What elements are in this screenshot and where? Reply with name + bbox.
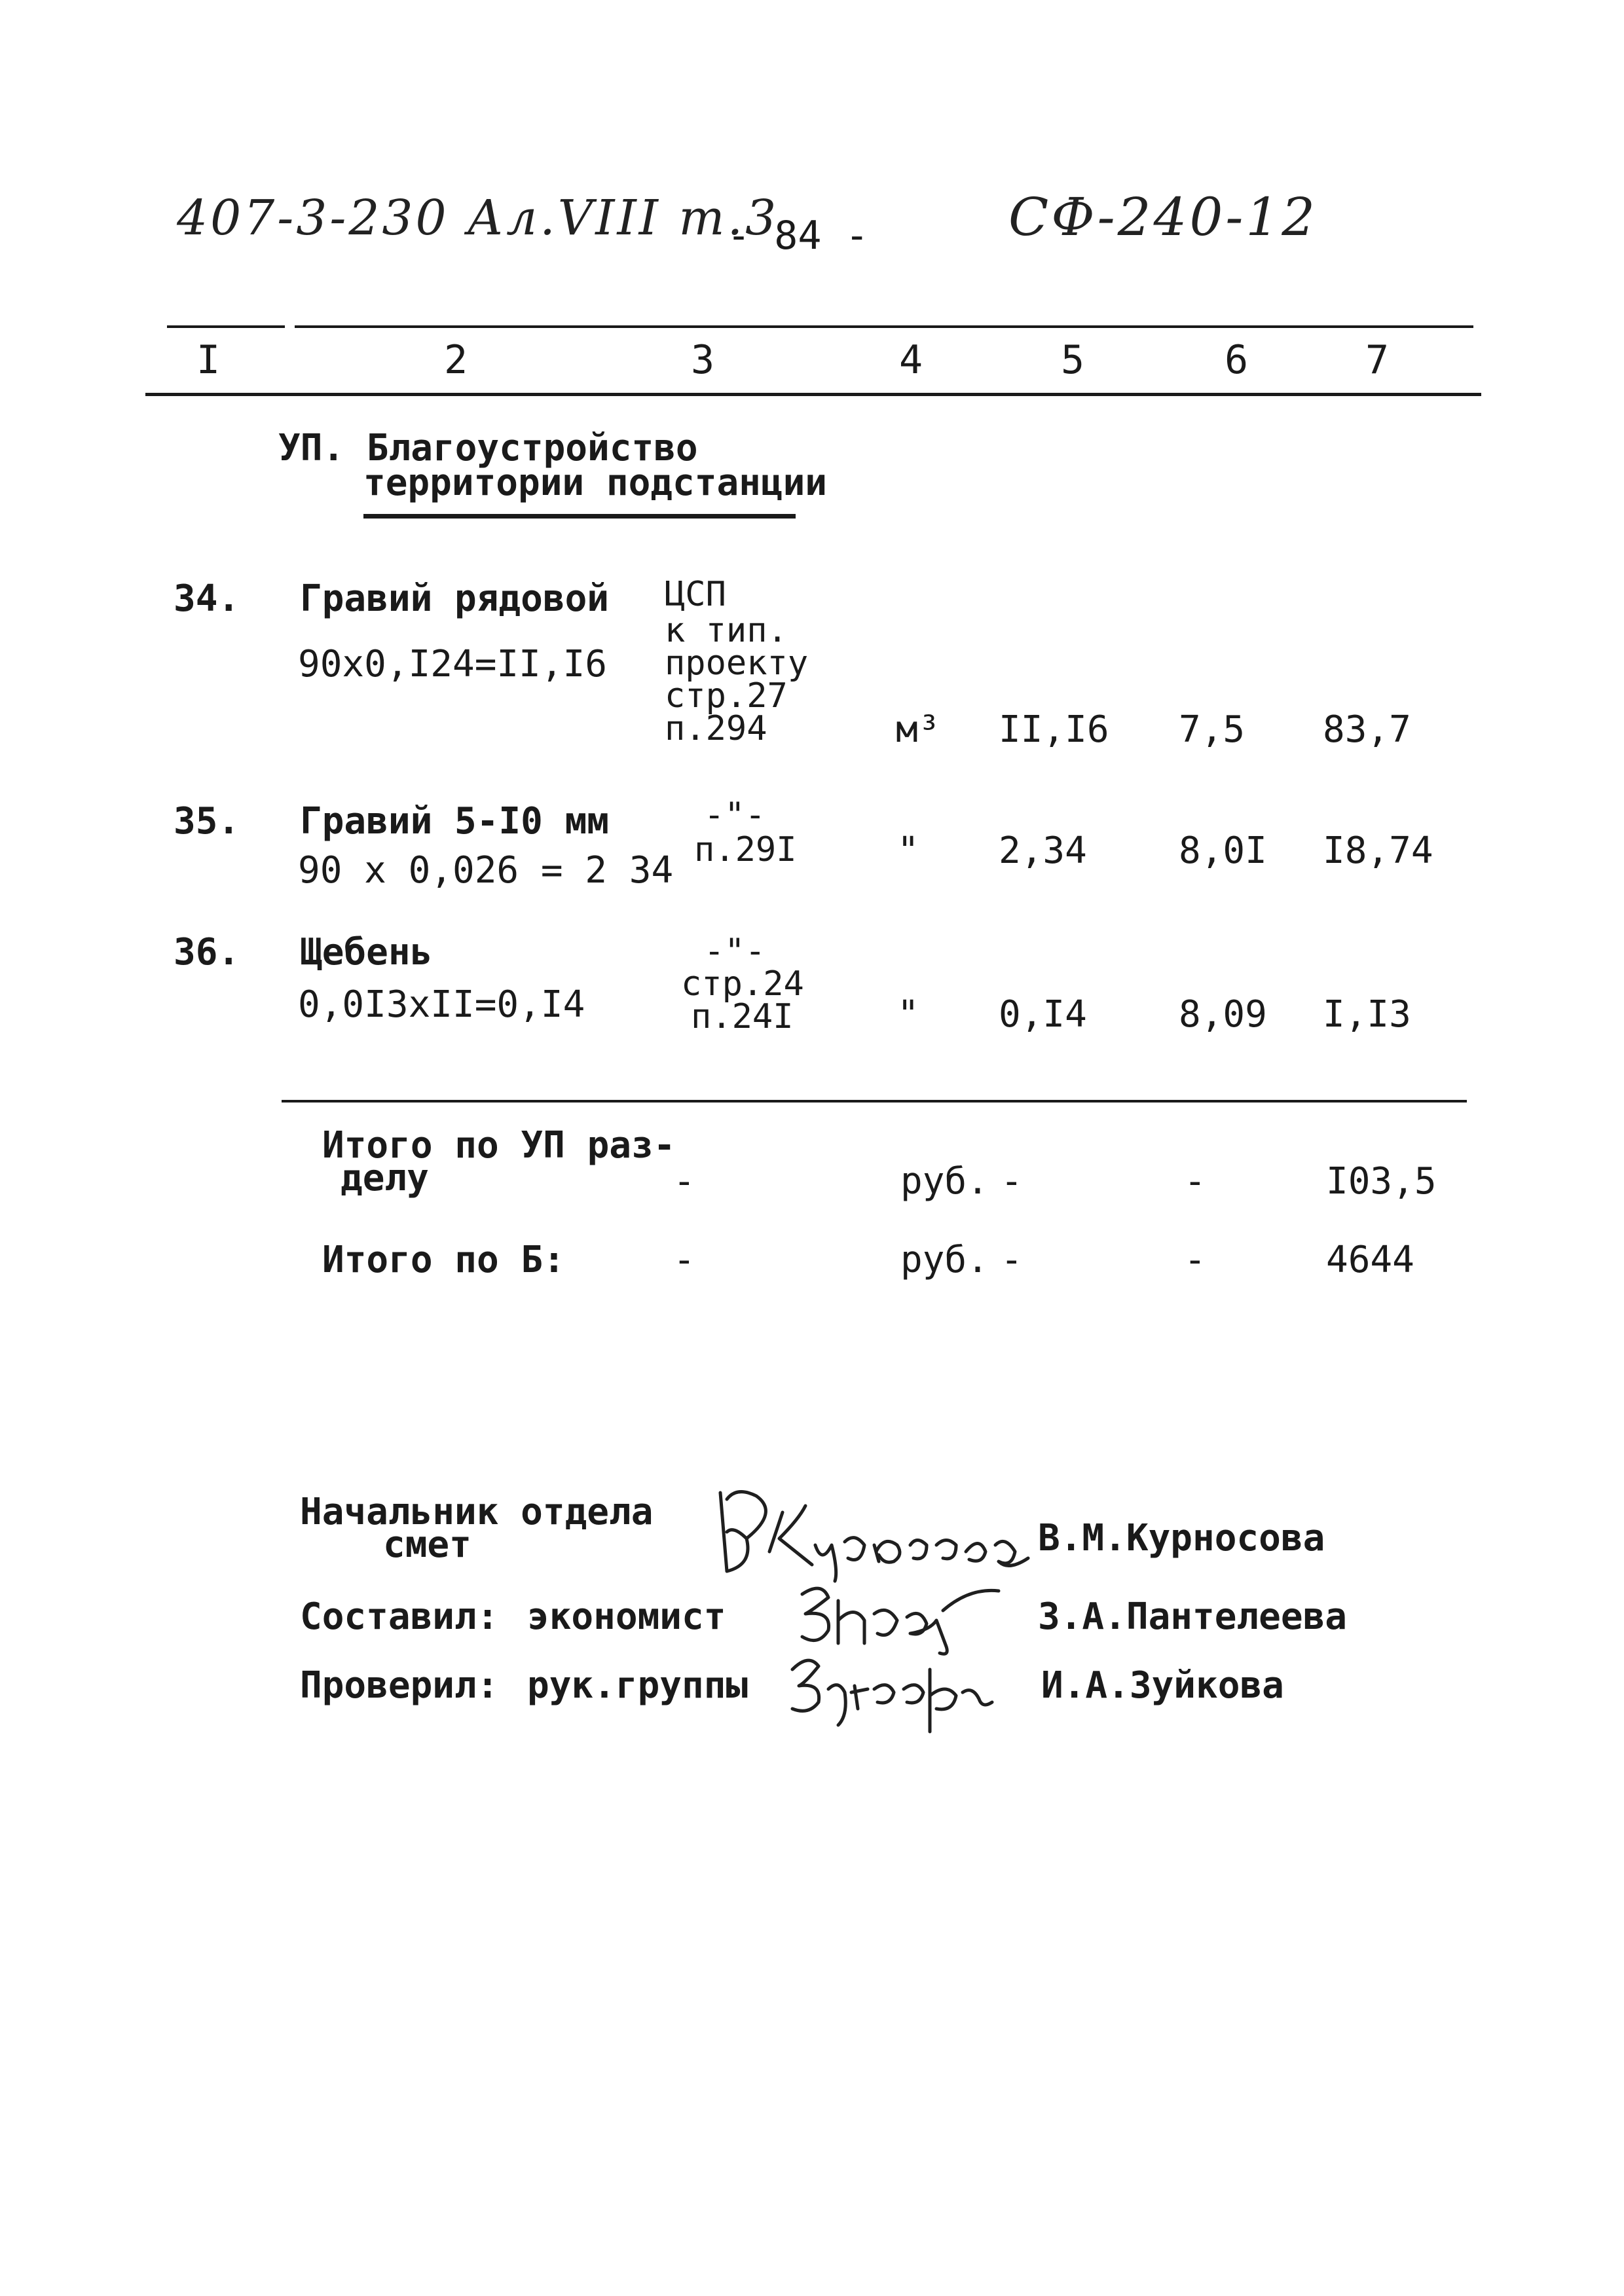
page-number: - 84 -: [727, 213, 869, 259]
row-34-ref-4: стр.27: [665, 676, 788, 716]
row-34-ref-5: п.294: [665, 709, 767, 748]
total-section-col6: -: [1184, 1160, 1206, 1203]
row-34-quantity: II,I6: [999, 708, 1109, 751]
row-34-price: 7,5: [1179, 708, 1246, 751]
doc-code-left: 407-3-230 Ал.VIII т.3: [177, 190, 779, 246]
signatory-2-role: Составил:: [300, 1595, 499, 1638]
row-34-total: 83,7: [1323, 708, 1411, 751]
row-36-ref-1: -"-: [704, 932, 766, 971]
row-34-formula: 90x0,I24=II,I6: [298, 643, 608, 685]
row-36-number: 36.: [174, 931, 240, 974]
row-36-price: 8,09: [1179, 993, 1267, 1036]
total-b-unit: руб.: [900, 1239, 989, 1281]
table-top-rule-right: [295, 325, 1473, 328]
totals-rule: [282, 1100, 1467, 1102]
row-34-ref-3: проекту: [665, 644, 809, 683]
table-header-bottom-rule: [145, 393, 1481, 396]
row-34-number: 34.: [174, 577, 240, 620]
column-header-6: 6: [1225, 337, 1249, 383]
signatory-1-role-line2: смет: [383, 1523, 471, 1566]
row-35-formula: 90 x 0,026 = 2 34: [298, 849, 674, 892]
column-header-5: 5: [1061, 337, 1085, 383]
column-header-2: 2: [444, 337, 468, 383]
row-35-total: I8,74: [1323, 829, 1433, 872]
total-section-value: I03,5: [1326, 1160, 1437, 1203]
row-34-ref-1: ЦСП: [665, 575, 726, 614]
total-section-col3: -: [673, 1160, 695, 1203]
row-35-unit: ": [897, 829, 919, 872]
row-35-quantity: 2,34: [999, 829, 1087, 872]
total-b-col6: -: [1184, 1239, 1206, 1281]
row-36-ref-3: п.24I: [691, 997, 794, 1036]
row-34-ref-2: к тип.: [665, 611, 788, 650]
signatory-2-position: экономист: [527, 1595, 726, 1638]
row-36-formula: 0,0I3xII=0,I4: [298, 983, 585, 1026]
row-36-total: I,I3: [1323, 993, 1411, 1036]
total-b-label: Итого по Б:: [322, 1239, 565, 1281]
column-header-7: 7: [1365, 337, 1390, 383]
column-header-3: 3: [691, 337, 715, 383]
total-section-col5: -: [1001, 1160, 1023, 1203]
row-36-quantity: 0,I4: [999, 993, 1087, 1036]
total-section-unit: руб.: [900, 1160, 989, 1203]
signatory-3-name: И.А.Зуйкова: [1041, 1664, 1284, 1707]
column-header-1: I: [196, 337, 221, 383]
section-title-line1: УП. Благоустройство: [278, 427, 698, 469]
signature-1-handwritten: [707, 1473, 1048, 1584]
column-header-4: 4: [899, 337, 923, 383]
row-36-ref-2: стр.24: [681, 964, 804, 1004]
row-35-number: 35.: [174, 800, 240, 843]
total-section-label-line1: Итого по УП раз-: [322, 1124, 676, 1167]
total-section-label-line2: делу: [341, 1157, 429, 1199]
total-b-col3: -: [673, 1239, 695, 1281]
row-36-name: Щебень: [300, 931, 433, 974]
table-top-rule-left: [167, 325, 285, 328]
signatory-1-role-line1: Начальник отдела: [300, 1491, 654, 1533]
row-35-ref-2: п.29I: [694, 830, 797, 869]
total-b-value: 4644: [1326, 1239, 1414, 1281]
signatory-2-name: З.А.Пантелеева: [1038, 1595, 1348, 1638]
total-b-col5: -: [1001, 1239, 1023, 1281]
signatory-3-role: Проверил:: [300, 1664, 499, 1707]
row-35-price: 8,0I: [1179, 829, 1267, 872]
row-34-name: Гравий рядовой: [300, 577, 610, 620]
signatory-1-name: В.М.Курносова: [1038, 1517, 1325, 1559]
section-title-line2: территории подстанции: [363, 462, 828, 504]
section-title-underline: [363, 514, 796, 519]
row-35-name: Гравий 5-I0 мм: [300, 800, 610, 843]
doc-code-right: СФ-240-12: [1008, 187, 1318, 247]
row-34-unit: м³: [896, 708, 940, 751]
signature-3-handwritten: [783, 1643, 1005, 1735]
row-35-ref-1: -"-: [704, 795, 766, 835]
signatory-3-position: рук.группы: [527, 1664, 748, 1707]
row-36-unit: ": [897, 993, 919, 1036]
